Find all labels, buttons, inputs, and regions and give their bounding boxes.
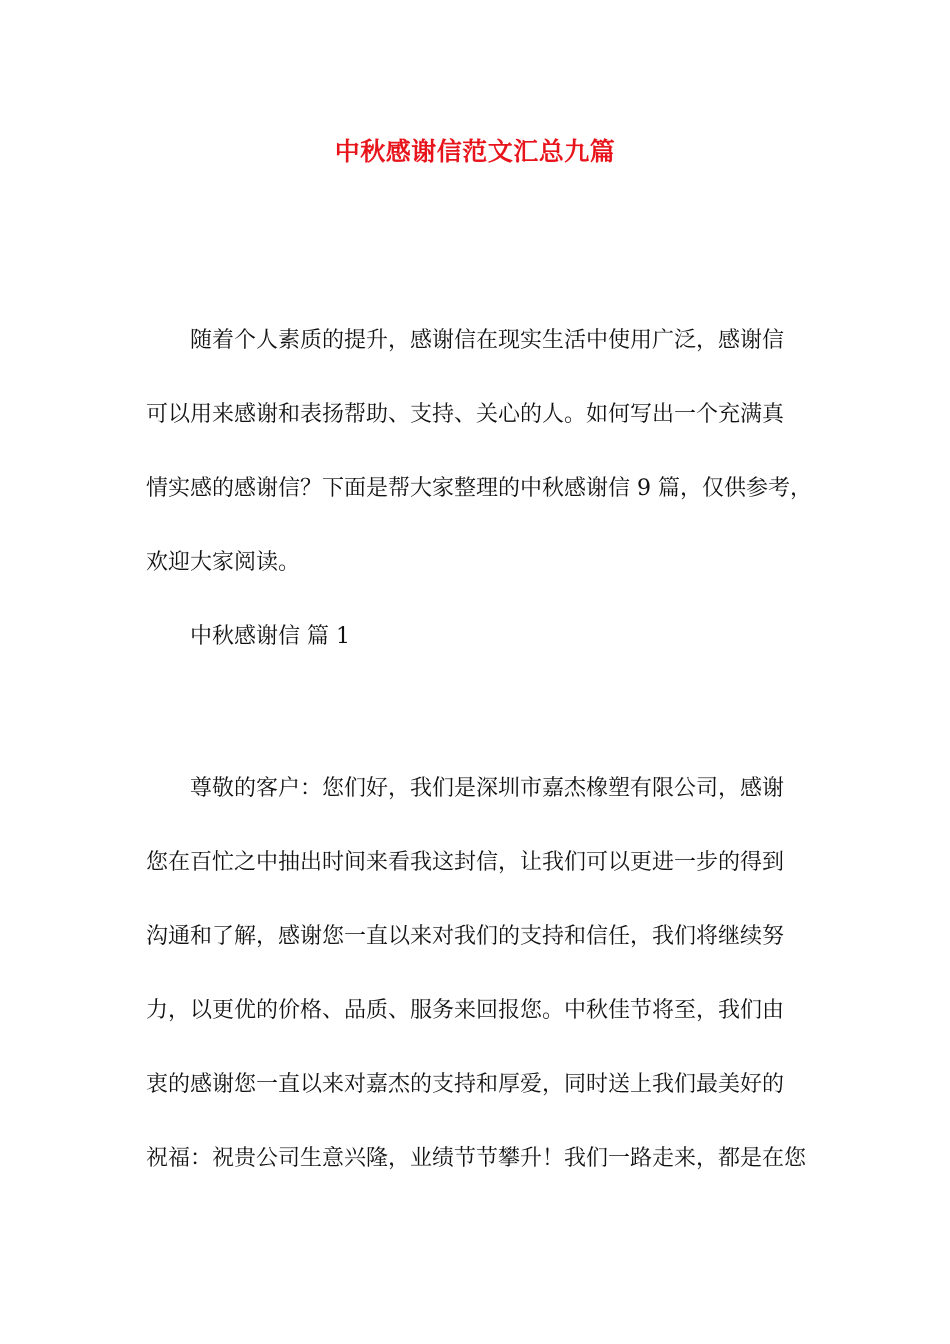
letter-line-3: 沟通和了解，感谢您一直以来对我们的支持和信任，我们将继续努 — [146, 924, 785, 949]
letter-line-6: 祝福：祝贵公司生意兴隆，业绩节节攀升！我们一路走来，都是在您 — [146, 1146, 807, 1171]
letter-line-4: 力，以更优的价格、品质、服务来回报您。中秋佳节将至，我们由 — [146, 998, 785, 1023]
letter-line-5: 衷的感谢您一直以来对嘉杰的支持和厚爱，同时送上我们最美好的 — [146, 1072, 785, 1097]
intro-line-1: 随着个人素质的提升，感谢信在现实生活中使用广泛，感谢信 — [190, 328, 785, 353]
intro-line-3: 情实感的感谢信？下面是帮大家整理的中秋感谢信 9 篇，仅供参考， — [146, 476, 812, 501]
section-heading: 中秋感谢信 篇 1 — [190, 624, 350, 649]
document-title: 中秋感谢信范文汇总九篇 — [334, 137, 616, 166]
intro-line-2: 可以用来感谢和表扬帮助、支持、关心的人。如何写出一个充满真 — [146, 402, 785, 427]
letter-line-1: 尊敬的客户：您们好，我们是深圳市嘉杰橡塑有限公司，感谢 — [190, 776, 785, 801]
letter-line-2: 您在百忙之中抽出时间来看我这封信，让我们可以更进一步的得到 — [146, 850, 785, 875]
intro-line-4: 欢迎大家阅读。 — [146, 550, 301, 575]
